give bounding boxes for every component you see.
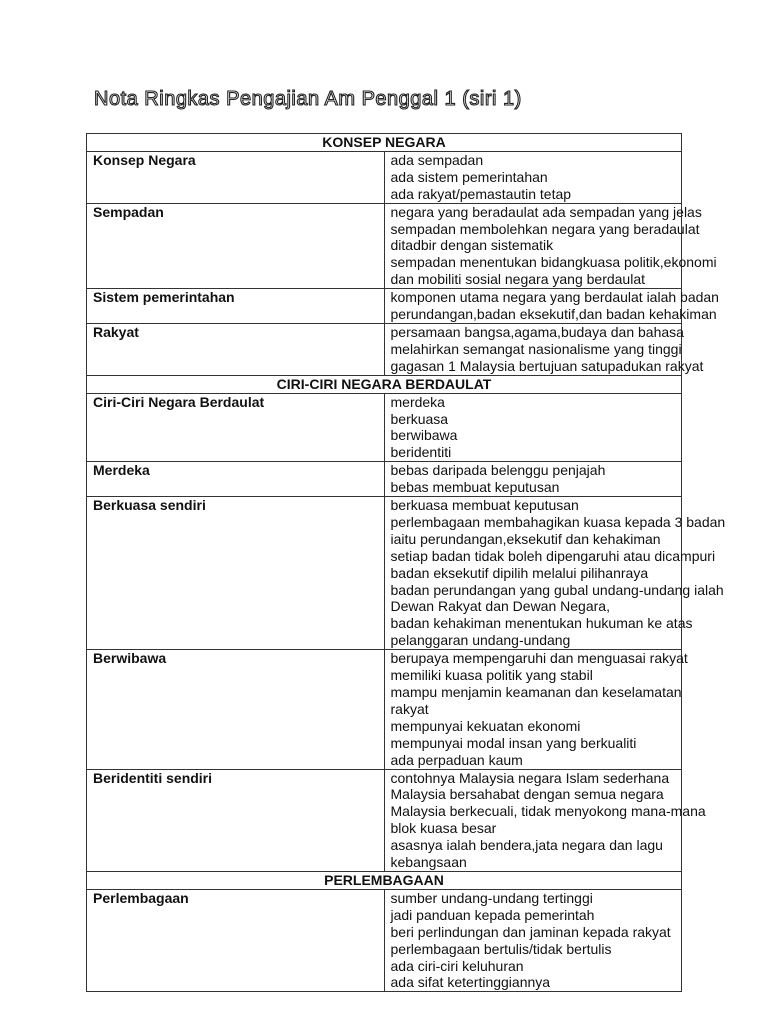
term-cell: Perlembagaan	[87, 889, 385, 991]
description-line: kebangsaan	[390, 854, 467, 871]
description-line: perlembagaan membahagikan kuasa kepada 3 badan	[390, 513, 726, 530]
description-line: ditadbir dengan sistematik	[390, 237, 554, 254]
term-cell: Konsep Negara	[87, 151, 385, 203]
term-cell: Merdeka	[87, 462, 385, 497]
term-cell: Sistem pemerintahan	[87, 289, 385, 324]
description-line: ada sifat ketertinggiannya	[390, 974, 551, 991]
term-cell: Ciri-Ciri Negara Berdaulat	[87, 393, 385, 462]
description-line: memiliki kuasa politik yang stabil	[390, 667, 593, 684]
description-cell	[384, 650, 688, 769]
description-cell	[384, 497, 726, 650]
table-row	[87, 203, 682, 289]
description-line: berupaya mempengaruhi dan menguasai rakyat	[390, 650, 688, 667]
notes-table	[86, 133, 726, 992]
description-cell	[384, 393, 682, 462]
description-line: beri perlindungan dan jaminan kepada rakyat	[390, 923, 671, 940]
description-line: negara yang beradaulat ada sempadan yang jelas	[390, 203, 702, 220]
description-line: dan mobiliti sosial negara yang berdaulat	[390, 271, 645, 288]
description-line: berkuasa membuat keputusan	[390, 497, 579, 514]
description-line: ada perpaduan kaum	[390, 751, 523, 768]
description-line: merdeka	[390, 393, 445, 410]
table-row	[87, 289, 682, 324]
description-line: ada sempadan	[390, 151, 484, 168]
description-cell	[384, 462, 682, 497]
description-line: setiap badan tidak boleh dipengaruhi atau dicampuri	[390, 547, 716, 564]
section-heading-row	[87, 375, 682, 393]
description-cell	[384, 289, 719, 324]
description-line: mampu menjamin keamanan dan keselamatan	[390, 684, 682, 700]
term-cell: Berkuasa sendiri	[87, 497, 385, 650]
description-line: ada ciri-ciri keluhuran	[390, 957, 524, 974]
description-line: badan eksekutif dipilih melalui pilihanraya	[390, 564, 649, 581]
description-line: sempadan membolehkan negara yang beradaulat	[390, 220, 700, 237]
table-row	[87, 462, 682, 497]
table-row	[87, 393, 682, 462]
term-cell: Rakyat	[87, 323, 385, 375]
description-cell	[384, 151, 682, 203]
description-line: sumber undang-undang tertinggi	[390, 889, 593, 906]
description-line: perundangan,badan eksekutif,dan badan kehakiman	[390, 306, 717, 323]
description-line: badan kehakiman menentukan hukuman ke atas	[390, 615, 693, 632]
table-row	[87, 151, 682, 203]
description-line: bebas membuat keputusan	[390, 479, 560, 496]
description-line: berwibawa	[390, 427, 458, 444]
description-line: beridentiti	[390, 444, 452, 461]
description-line: persamaan bangsa,agama,budaya dan bahasa	[390, 323, 684, 340]
section-heading-row	[87, 871, 682, 889]
term-cell: Beridentiti sendiri	[87, 769, 385, 871]
section-heading-row	[87, 134, 682, 152]
description-line: bebas daripada belenggu penjajah	[390, 462, 606, 479]
description-line: asasnya ialah bendera,jata negara dan lagu	[390, 837, 663, 854]
description-line: badan perundangan yang gubal undang-undang ialah	[390, 581, 724, 598]
description-cell	[384, 203, 717, 289]
description-line: ada rakyat/pemastautin tetap	[390, 185, 572, 202]
description-line: pelanggaran undang-undang	[390, 632, 571, 649]
term-cell: Sempadan	[87, 203, 385, 289]
table-row	[87, 497, 682, 650]
section-heading: CIRI-CIRI NEGARA BERDAULAT	[87, 375, 682, 393]
description-line: contohnya Malaysia negara Islam sederhana	[390, 769, 670, 786]
table-row	[87, 323, 682, 375]
term-cell: Berwibawa	[87, 650, 385, 769]
description-line: Malaysia bersahabat dengan semua negara	[390, 786, 664, 803]
table-row	[87, 889, 682, 991]
description-line: sempadan menentukan bidangkuasa politik,ekonomi	[390, 254, 717, 271]
description-line: Dewan Rakyat dan Dewan Negara,	[390, 598, 610, 615]
description-cell	[384, 889, 682, 991]
description-cell	[384, 323, 704, 375]
description-line: ada sistem pemerintahan	[390, 168, 548, 185]
description-line: blok kuasa besar	[390, 820, 497, 837]
description-line: mempunyai modal insan yang berkualiti	[390, 734, 637, 751]
table-row	[87, 650, 682, 769]
description-line: mempunyai kekuatan ekonomi	[390, 717, 581, 734]
description-line: berkuasa	[390, 410, 449, 427]
description-line: jadi panduan kepada pemerintah	[390, 906, 595, 923]
description-line: komponen utama negara yang berdaulat ialah badan	[390, 289, 719, 306]
description-cell	[384, 769, 706, 871]
description-line: perlembagaan bertulis/tidak bertulis	[390, 940, 612, 957]
section-heading: KONSEP NEGARA	[87, 134, 682, 152]
description-line: Malaysia berkecuali, tidak menyokong mana-mana	[390, 803, 706, 820]
description-line: iaitu perundangan,eksekutif dan kehakiman	[390, 530, 661, 547]
description-line: rakyat	[390, 700, 429, 717]
description-line: melahirkan semangat nasionalisme yang tinggi	[390, 340, 682, 357]
page-title: Nota Ringkas Pengajian Am Penggal 1 (siri 1)	[94, 88, 522, 110]
table-row	[87, 769, 682, 871]
section-heading: PERLEMBAGAAN	[87, 871, 682, 889]
description-line: gagasan 1 Malaysia bertujuan satupadukan rakyat	[390, 357, 704, 374]
